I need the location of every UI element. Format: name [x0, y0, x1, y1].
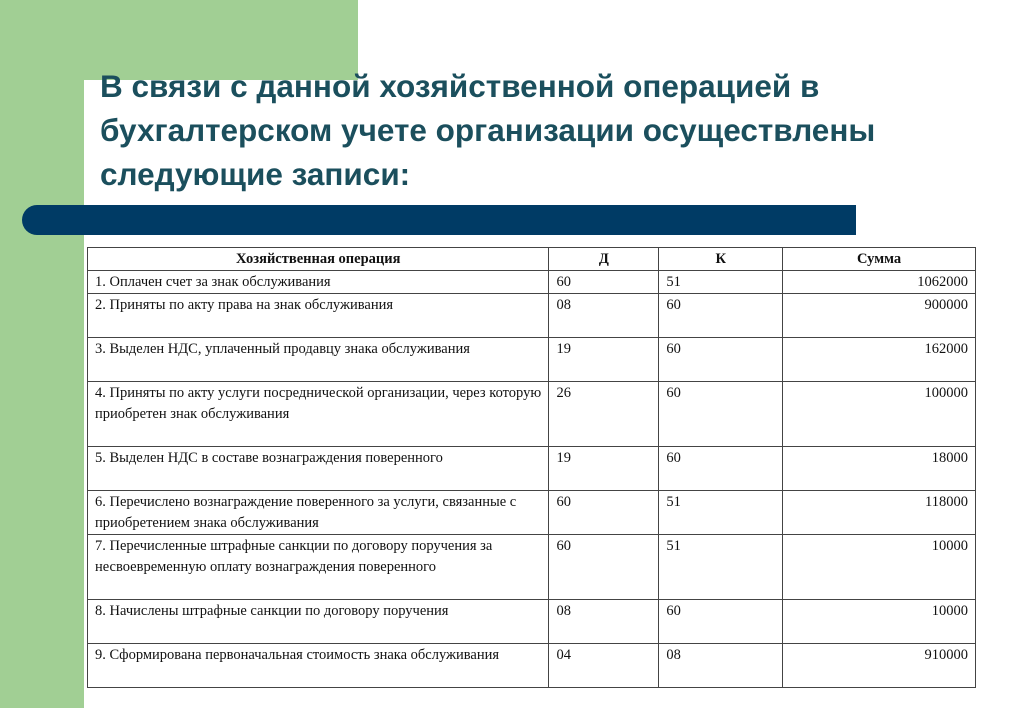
credit-cell: 60: [659, 382, 783, 447]
debit-cell: 08: [549, 294, 659, 338]
table-row: [88, 644, 976, 688]
header-credit: К: [659, 248, 783, 271]
credit-cell: 60: [659, 600, 783, 644]
operation-cell: 1. Оплачен счет за знак обслуживания: [88, 271, 549, 294]
green-side-band: [0, 0, 84, 708]
credit-cell: 51: [659, 271, 783, 294]
credit-cell: 60: [659, 338, 783, 382]
debit-cell: 08: [549, 600, 659, 644]
table-header-row: [88, 248, 976, 271]
operation-cell: 8. Начислены штрафные санкции по договору поручения: [88, 600, 549, 644]
amount-cell: 100000: [783, 382, 976, 447]
debit-cell: 60: [549, 535, 659, 600]
header-operation: Хозяйственная операция: [88, 248, 549, 271]
operation-cell: 2. Приняты по акту права на знак обслуживания: [88, 294, 549, 338]
amount-cell: 10000: [783, 600, 976, 644]
debit-cell: 19: [549, 447, 659, 491]
credit-cell: 08: [659, 644, 783, 688]
amount-cell: 1062000: [783, 271, 976, 294]
operations-table: [87, 247, 976, 688]
credit-cell: 60: [659, 447, 783, 491]
debit-cell: 19: [549, 338, 659, 382]
header-amount: Сумма: [783, 248, 976, 271]
operation-cell: 7. Перечисленные штрафные санкции по договору поручения за несвоевременную оплату вознаграждения поверенного: [88, 535, 549, 600]
table-row: [88, 491, 976, 535]
credit-cell: 51: [659, 535, 783, 600]
amount-cell: 118000: [783, 491, 976, 535]
debit-cell: 04: [549, 644, 659, 688]
table-row: [88, 271, 976, 294]
operation-cell: 9. Сформирована первоначальная стоимость знака обслуживания: [88, 644, 549, 688]
table-row: [88, 338, 976, 382]
debit-cell: 26: [549, 382, 659, 447]
debit-cell: 60: [549, 271, 659, 294]
table-row: [88, 600, 976, 644]
table-row: [88, 382, 976, 447]
debit-cell: 60: [549, 491, 659, 535]
credit-cell: 60: [659, 294, 783, 338]
amount-cell: 910000: [783, 644, 976, 688]
title-underline-bar: [22, 205, 856, 235]
amount-cell: 10000: [783, 535, 976, 600]
amount-cell: 900000: [783, 294, 976, 338]
amount-cell: 162000: [783, 338, 976, 382]
table-row: [88, 447, 976, 491]
table-row: [88, 535, 976, 600]
slide-title: В связи с данной хозяйственной операцией в бухгалтерском учете организации осуществлены следующие записи:: [100, 68, 876, 192]
header-debit: Д: [549, 248, 659, 271]
operation-cell: 5. Выделен НДС в составе вознаграждения поверенного: [88, 447, 549, 491]
operation-cell: 3. Выделен НДС, уплаченный продавцу знака обслуживания: [88, 338, 549, 382]
credit-cell: 51: [659, 491, 783, 535]
operation-cell: 4. Приняты по акту услуги посреднической организации, через которую приобретен знак обслуживания: [88, 382, 549, 447]
table-row: [88, 294, 976, 338]
amount-cell: 18000: [783, 447, 976, 491]
operation-cell: 6. Перечислено вознаграждение поверенного за услуги, связанные с приобретением знака обслуживания: [88, 491, 549, 535]
